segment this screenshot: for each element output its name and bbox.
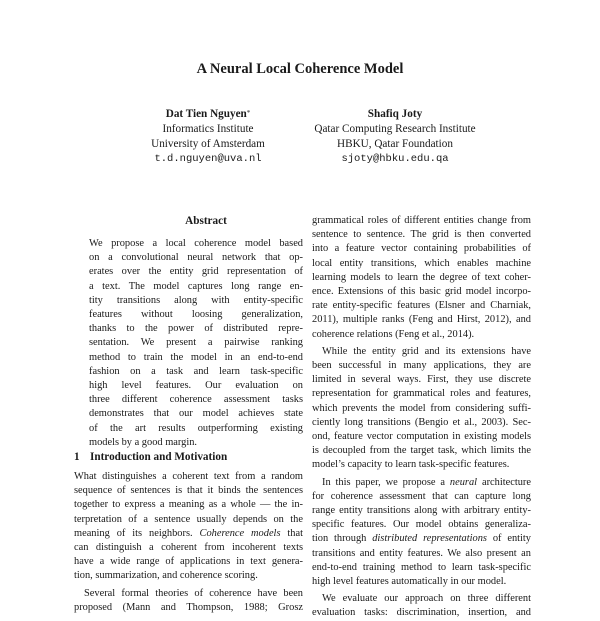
paper-title: A Neural Local Coherence Model (196, 61, 404, 77)
author-footnote-mark: * (246, 109, 251, 117)
author-affiliation: University of Amsterdam (151, 138, 265, 150)
abstract-line: thanks to the power of distributed repre- (89, 323, 303, 335)
abstract-heading: Abstract (185, 215, 227, 227)
body-line: transitions and entity features. We also present an (312, 547, 531, 559)
body-line: learning models to learn the degree of text coher- (312, 271, 531, 283)
body-line: coherence relations (Feng et al., 2014). (312, 328, 475, 340)
abstract-line: demonstrates that our model achieves state (89, 408, 303, 420)
body-line: proposed (Mann and Thompson, 1988; Grosz (74, 601, 303, 613)
introduction-left-column (74, 470, 303, 615)
body-line: While the entity grid and its extensions have (322, 345, 531, 357)
body-line: We evaluate our approach on three different (322, 593, 531, 605)
section-number: 1 (74, 451, 80, 463)
body-line: which prevents the model from considering suffi- (312, 402, 531, 414)
section-title: Introduction and Motivation (90, 451, 228, 463)
body-line: sentence to sentence. The grid is then converted (312, 229, 531, 241)
abstract-line: a text. The model captures long range en- (89, 280, 303, 292)
body-line: specific features. Our model obtains generaliza- (312, 519, 531, 531)
introduction-right-column (312, 214, 531, 621)
body-line: meaning of its neighbors. Coherence models that (74, 527, 303, 539)
abstract-line: fashion on a task and learn task-specific (89, 365, 303, 377)
body-line: sequence of sentences is that it binds the sentences (74, 485, 303, 497)
body-line: Several formal theories of coherence have been (84, 587, 303, 599)
body-line: limited in several ways. First, they use discrete (312, 374, 531, 386)
body-line: terpretation of a sentence usually depends on the (74, 513, 303, 525)
body-line: rate entity-specific features (Elsner and Charniak, (312, 300, 531, 312)
author-affiliation: Informatics Institute (162, 123, 254, 135)
body-line: high level features automatically in our model. (312, 576, 507, 588)
abstract-line: high level features. Our evaluation on (89, 380, 303, 392)
author-name: Dat Tien Nguyen* (165, 108, 251, 120)
body-line: have a wide range of applications in text genera- (74, 556, 303, 568)
author-name: Shafiq Joty (367, 108, 423, 120)
abstract-line: tity transitions along with entity-specific (89, 294, 303, 306)
abstract-line: three different coherence assessment tasks (89, 394, 303, 406)
body-line: end-to-end training method to learn task-specific (312, 561, 531, 573)
author-block-2 (300, 107, 490, 167)
body-line: ence. Extensions of this basic grid model incorpo- (312, 286, 531, 298)
body-line: can distinguish a coherent from incoherent texts (74, 542, 303, 554)
abstract-line: models by a good margin. (89, 436, 198, 448)
body-line: grammatical roles of different entities change from (312, 215, 531, 226)
author-email[interactable]: sjoty@hbku.edu.qa (341, 153, 449, 165)
emphasis-term: distributed representations (372, 533, 487, 545)
body-line: What distinguishes a coherent text from a random (74, 471, 303, 482)
body-line: representation for grammatical roles and features, (312, 388, 531, 400)
section-heading (74, 451, 227, 463)
body-line: In this paper, we propose a neural architecture (322, 476, 531, 488)
body-line: tion, summarization, and coherence scoring. (74, 570, 258, 582)
emphasis-term: Coherence models (199, 527, 281, 539)
abstract-line: features without loosing generalization, (89, 309, 303, 321)
abstract-line: We propose a local coherence model based (89, 238, 303, 249)
author-email[interactable]: t.d.nguyen@uva.nl (154, 153, 262, 165)
body-line: into a feature vector containing probabilities of (312, 243, 531, 255)
body-line: together to express a meaning as a whole — the in- (74, 499, 303, 511)
body-line: for coherence assessment that can capture long (312, 490, 531, 502)
body-line: ciently long transitions (Bengio et al., 2003). Sec- (312, 416, 531, 428)
abstract-line: on a convolutional neural network that op- (89, 252, 303, 264)
author-affiliation: Qatar Computing Research Institute (314, 123, 476, 135)
abstract-line: sentation. We present a pairwise ranking (89, 337, 303, 349)
author-block-1 (108, 107, 308, 167)
body-line: model’s capacity to learn task-specific features. (312, 459, 510, 471)
body-line: tion through distributed representations of entity (312, 533, 531, 545)
body-line: range entity transitions along with arbitrary entity- (312, 505, 531, 517)
body-line: local entity transitions, which enables machine (312, 257, 531, 269)
emphasis-term: neural (449, 476, 478, 488)
abstract-body (89, 237, 303, 450)
body-line: 2011), multiple ranks (Feng and Hirst, 2012), and (312, 314, 531, 326)
body-line: ond, feature vector computation in existing models (312, 431, 531, 443)
body-line: been successful in many applications, they are (312, 360, 531, 372)
abstract-line: erates over the entity grid representation of (89, 266, 303, 278)
abstract-line: method to train the model in an end-to-end (89, 351, 303, 363)
body-line: evaluation tasks: discrimination, insertion, and (312, 607, 531, 619)
body-line: is decoupled from the target task, which limits the (312, 445, 531, 457)
author-affiliation: HBKU, Qatar Foundation (337, 138, 453, 150)
abstract-line: of the art results outperforming existing (89, 422, 303, 434)
